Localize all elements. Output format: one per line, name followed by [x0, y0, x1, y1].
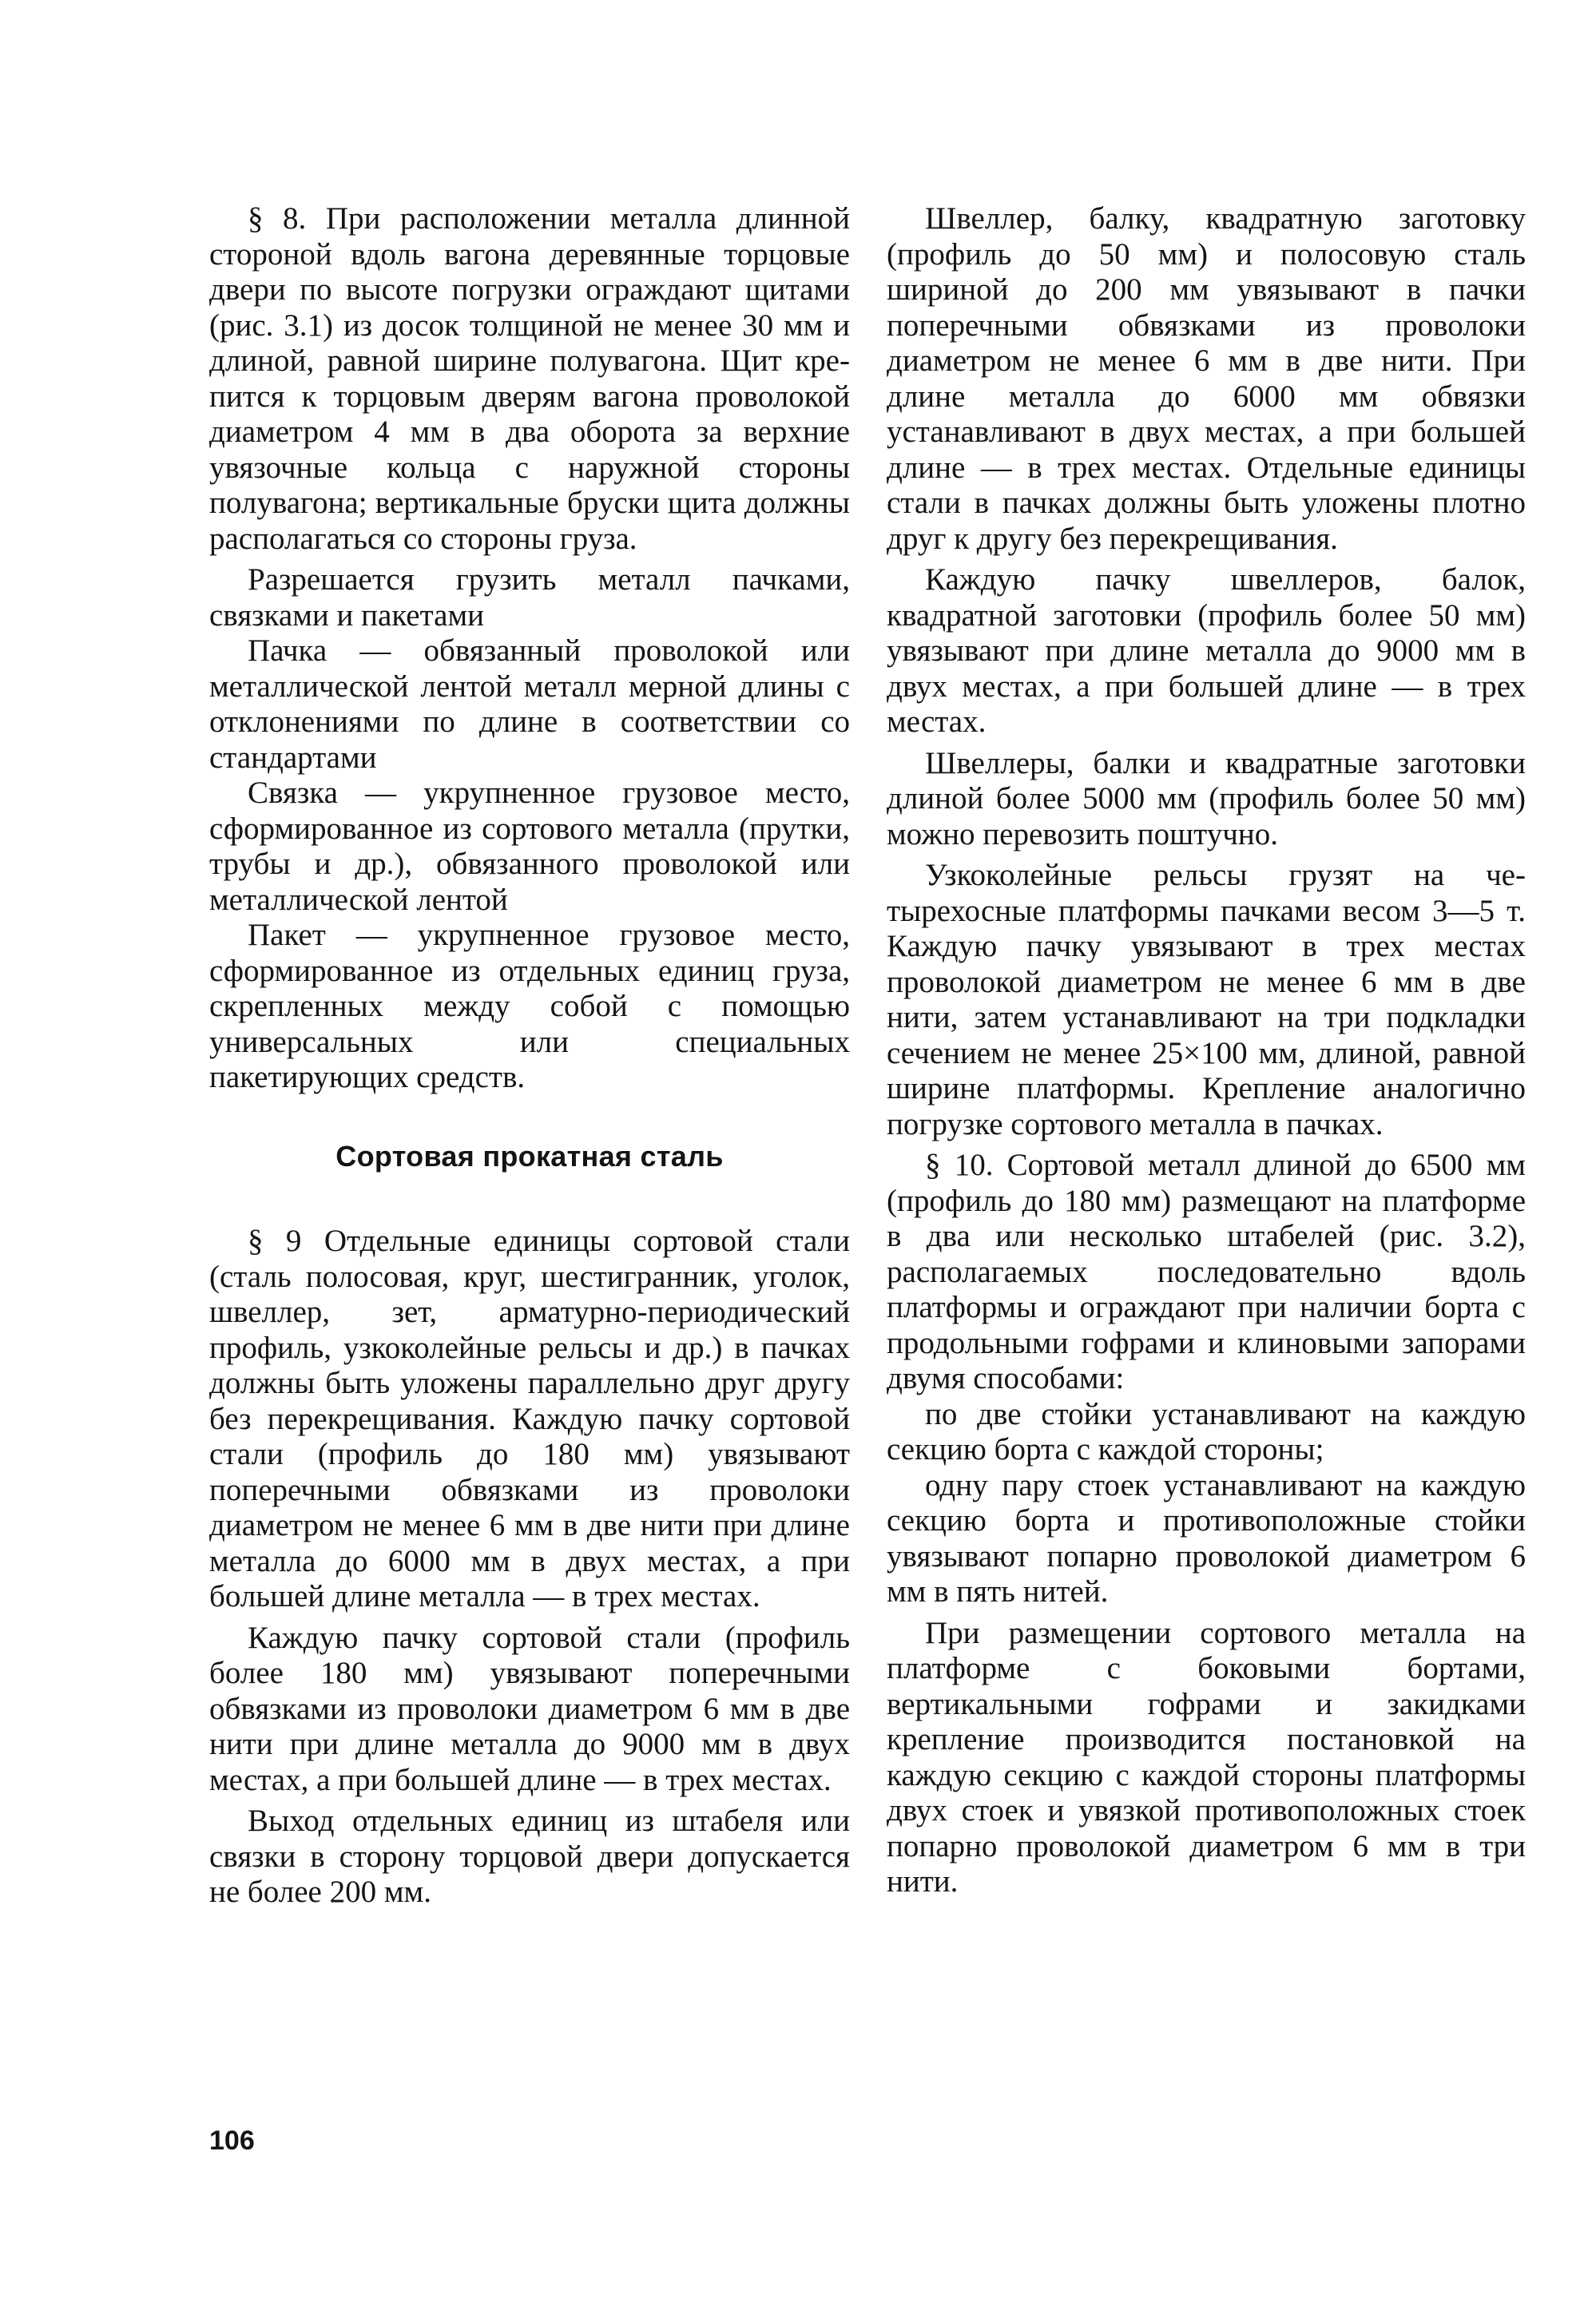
section-heading: Сортовая прокатная сталь — [335, 1139, 724, 1173]
paragraph-packet-definition: Пакет — укрупненное грузовое место, сформированное из отдельных единиц груза, скрепленных между собой с помощью универсальных или специальных пакетирующих средств. — [209, 918, 850, 1094]
page-number: 106 — [209, 2125, 255, 2156]
paragraph-section-9: § 9 Отдельные единицы сортовой стали (сталь полосовая, круг, шестигранник, уголок, швеллер, зет, арматурно-периодический профиль, узкоколейные рельсы и др.) в пачках должны быть уложены параллельно друг другу без перекрещивания. Каждую пачку сортовой стали (профиль до 180 мм) увязывают поперечными обвязками из проволоки диаметром не менее 6 мм в две нити при длине металла до 6000 мм в двух местах, а при большей длине металла — в трех местах. — [209, 1224, 850, 1613]
paragraph-loading-methods: Разрешается грузить металл пачками, связками и пакетами — [209, 562, 850, 633]
paragraph-section-10: § 10. Сортовой металл длиной до 6500 мм (профиль до 180 мм) размещают на платформе в два или несколько штабелей (рис. 3.2), располагаемых последовательно вдоль платформы и ограждают при наличии борта с продольными гофрами и клиновыми запорами двумя способами: — [887, 1148, 1526, 1395]
paragraph-section-8: § 8. При расположении металла длинной стороной вдоль вагона деревянные торцовые двери по высоте погрузки ограждают щитами (рис. 3.1) из досок толщиной не менее 30 мм и длиной, равной ширине полувагона. Щит крепится к торцовым дверям вагона проволокой диаметром 4 мм в два оборота за верхние увязочные кольца с наружной стороны полувагона; вертикальные бруски щита должны располагаться со стороны груза. — [209, 201, 850, 556]
paragraph-bundle-definition: Связка — укрупненное грузовое место, сформированное из сортового металла (прутки, трубы и др.), обвязанного проволокой или металлической лентой — [209, 776, 850, 917]
right-column — [887, 201, 1526, 1906]
paragraph-side-boards: При размещении сортового металла на платформе с боковыми бортами, вертикальными гофрами и закидками крепление производится постановкой на каждую секцию с каждой стороны платформы двух стоек и увязкой противоположных стоек попарно проволокой диаметром 6 мм в три нити. — [887, 1615, 1526, 1899]
left-column — [209, 201, 850, 1916]
paragraph-channel-beam: Швеллер, балку, квадратную заготовку (профиль до 50 мм) и полосовую сталь шириной до 200 мм увязывают в пачки поперечными обвязками из проволоки диаметром не менее 6 мм в две нити. При длине металла до 6000 мм обвязки устанавливают в двух местах, а при большей длине — в трех местах. Отдельные единицы стали в пачках должны быть уложены плотно друг к другу без перекрещивания. — [887, 201, 1526, 556]
paragraph-pack-definition: Пачка — обвязанный проволокой или металлической лентой металл мерной длины с отклонениями по длине в соответствии со стандартами — [209, 633, 850, 775]
paragraph-channel-packs: Каждую пачку швеллеров, балок, квадратной заготовки (профиль более 50 мм) увязывают при длине металла до 9000 мм в двух местах, а при большей длине — в трех местах. — [887, 562, 1526, 739]
paragraph-piece-transport: Швеллеры, балки и квадратные заготовки длиной более 5000 мм (профиль более 50 мм) можно перевозить поштучно. — [887, 745, 1526, 851]
paragraph-profile-over-180: Каждую пачку сортовой стали (профиль более 180 мм) увязывают поперечными обвязками из проволоки диаметром 6 мм в две нити при длине металла до 9000 мм в двух местах, а при большей длине — в трех местах. — [209, 1620, 850, 1797]
paragraph-method-two: одну пару стоек устанавливают на каждую секцию борта и противоположные стойки увязывают попарно проволокой диаметром 6 мм в пять нитей. — [887, 1467, 1526, 1609]
paragraph-method-one: по две стойки устанавливают на каждую секцию борта с каждой стороны; — [887, 1396, 1526, 1467]
paragraph-stack-overhang: Выход отдельных единиц из штабеля или связки в сторону торцовой двери допускается не более 200 мм. — [209, 1804, 850, 1909]
paragraph-narrow-gauge-rails: Узкоколейные рельсы грузят на четырехосные платформы пачками весом 3—5 т. Каждую пачку увязывают в трех местах проволокой диаметром не менее 6 мм в две нити, затем устанавливают на три подкладки сечением не менее 25×100 мм, длиной, равной ширине платформы. Крепление аналогично погрузке сортового металла в пачках. — [887, 858, 1526, 1141]
